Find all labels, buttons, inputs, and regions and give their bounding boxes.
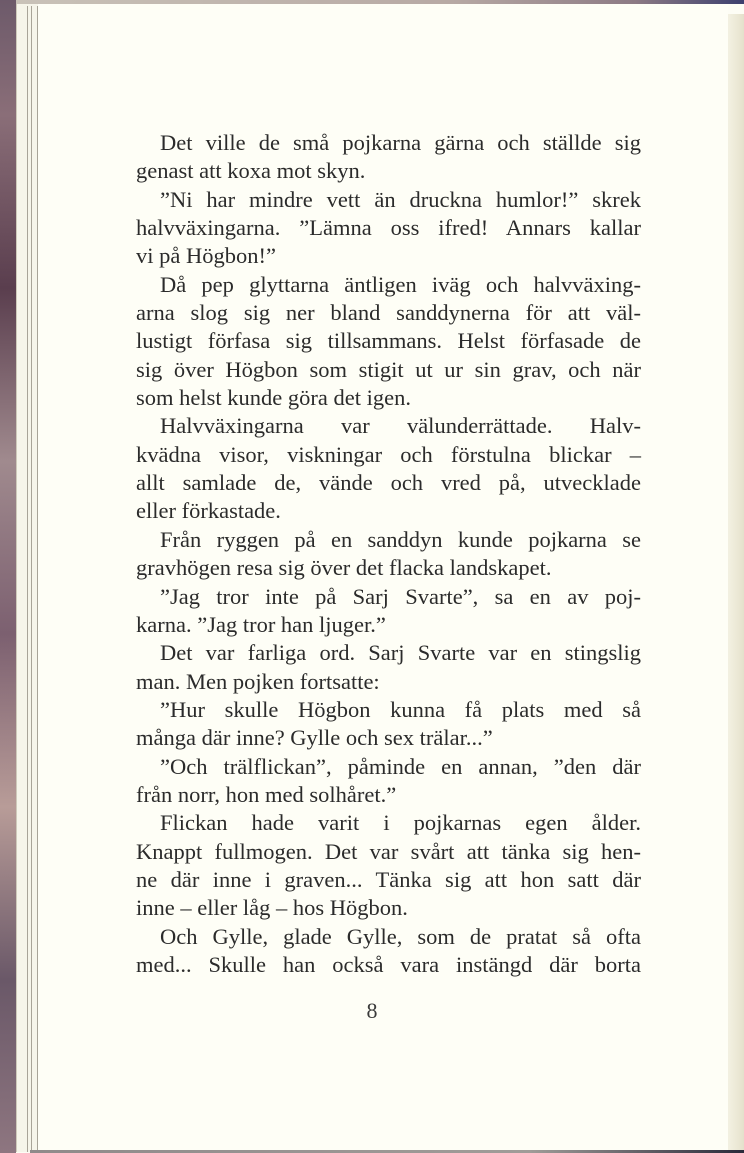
- paragraph: [136, 186, 641, 271]
- body-text: [136, 129, 641, 979]
- text-line: med... Skulle han också vara instängd där borta: [136, 951, 641, 977]
- paragraph: [136, 923, 641, 980]
- text-line: gravhögen resa sig över det flacka landskapet.: [136, 555, 552, 581]
- text-line: Och Gylle, glade Gylle, som de pratat så ofta: [160, 923, 641, 949]
- page-stack-edge: [16, 2, 39, 1152]
- text-line: Knappt fullmogen. Det var svårt att tänka sig hen-: [136, 838, 641, 864]
- text-line: karna. ”Jag tror han ljuger.”: [136, 611, 386, 637]
- paragraph: [136, 583, 641, 640]
- paragraph: [136, 129, 641, 186]
- paragraph: [136, 271, 641, 413]
- text-line: ”Jag tror inte på Sarj Svarte”, sa en av poj-: [160, 583, 641, 609]
- text-line: Från ryggen på en sanddyn kunde pojkarna se: [160, 526, 641, 552]
- page-number: 8: [366, 998, 378, 1023]
- text-line: många där inne? Gylle och sex trälar...”: [136, 725, 493, 751]
- text-line: Halvväxingarna var välunderrättade. Halv-: [160, 413, 641, 439]
- paragraph: [136, 809, 641, 922]
- paragraph: [136, 526, 641, 583]
- text-line: sig över Högbon som stigit ut ur sin grav, och när: [136, 356, 641, 382]
- text-line: genast att koxa mot skyn.: [136, 158, 366, 184]
- text-line: inne – eller låg – hos Högbon.: [136, 895, 408, 921]
- book-spine-edge: [0, 0, 16, 1153]
- text-line: som helst kunde göra det igen.: [136, 385, 411, 411]
- text-line: Det ville de små pojkarna gärna och ställde sig: [160, 130, 641, 155]
- text-line: ”Och trälflickan”, påminde en annan, ”den där: [160, 753, 641, 779]
- page-edge-line: [27, 6, 28, 1152]
- text-line: ne där inne i graven... Tänka sig att hon satt där: [136, 866, 641, 892]
- text-line: vi på Högbon!”: [136, 243, 276, 269]
- text-line: man. Men pojken fortsatte:: [136, 668, 380, 694]
- text-line: ”Hur skulle Högbon kunna få plats med så: [160, 696, 641, 722]
- page-edge-line: [31, 6, 32, 1152]
- text-line: Flickan hade varit i pojkarnas egen ålder.: [160, 810, 641, 836]
- page-right-edge: [727, 14, 744, 1153]
- paragraph: [136, 412, 641, 525]
- text-line: ”Ni har mindre vett än druckna humlor!” skrek: [160, 186, 641, 212]
- text-line: Då pep glyttarna äntligen iväg och halvväxing-: [160, 271, 641, 297]
- paragraph: [136, 753, 641, 810]
- text-line: lustigt förfasa sig tillsammans. Helst förfasade de: [136, 328, 641, 354]
- text-line: kvädna visor, viskningar och förstulna blickar –: [136, 441, 641, 467]
- paragraph: [136, 639, 641, 696]
- text-line: Det var farliga ord. Sarj Svarte var en stingslig: [160, 640, 641, 666]
- text-line: arna slog sig ner bland sanddynerna för att väl-: [136, 300, 641, 326]
- text-line: eller förkastade.: [136, 498, 281, 524]
- paragraph: [136, 696, 641, 753]
- text-line: allt samlade de, vände och vred på, utvecklade: [136, 470, 641, 496]
- text-line: halvväxingarna. ”Lämna oss ifred! Annars kallar: [136, 215, 641, 241]
- text-line: från norr, hon med solhåret.”: [136, 781, 397, 807]
